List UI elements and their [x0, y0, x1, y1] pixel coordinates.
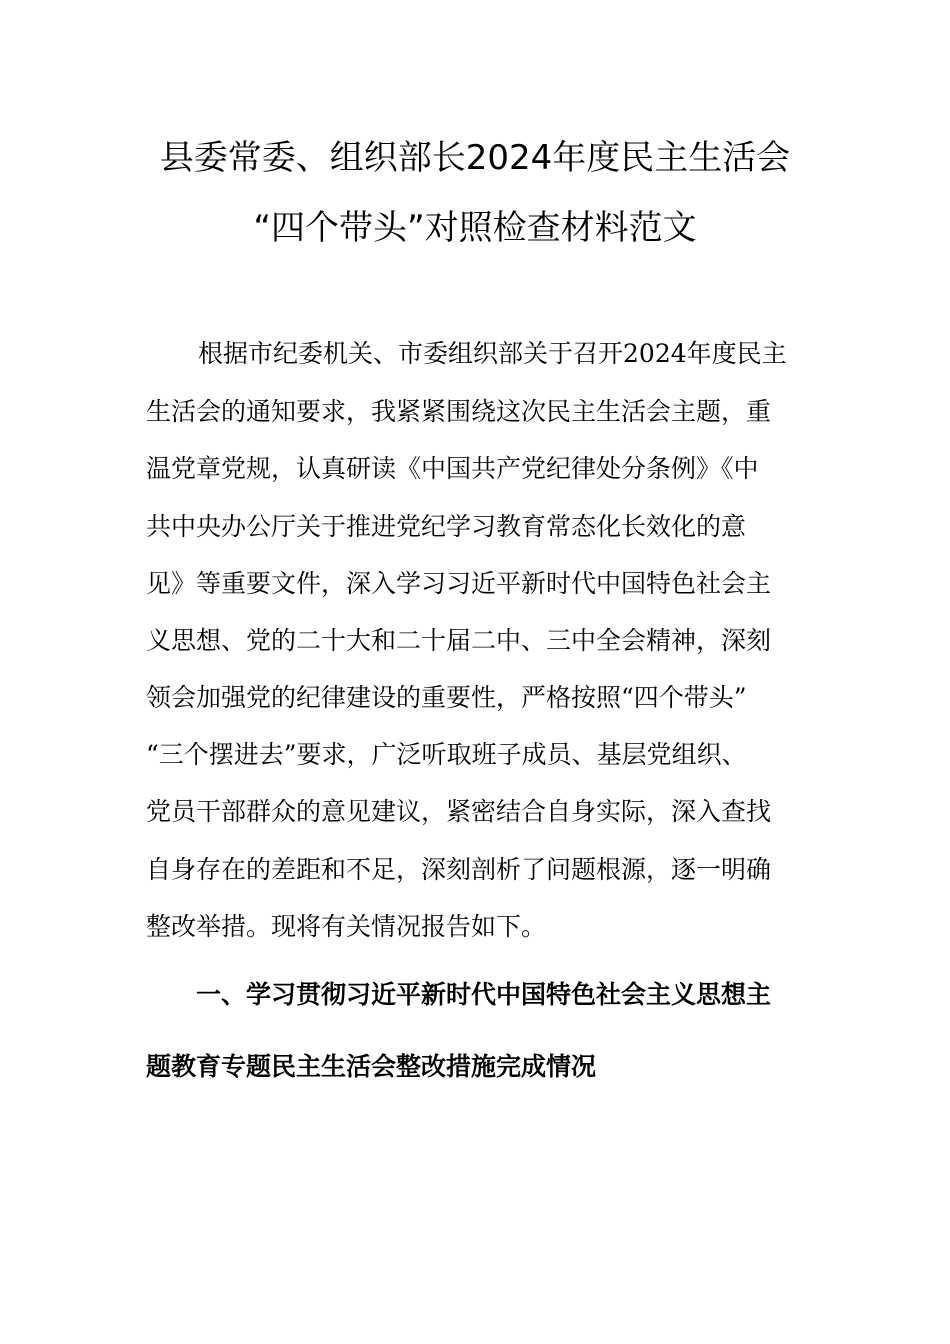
section-heading-line-2: 题教育专题民主生活会整改措施完成情况: [146, 1052, 597, 1081]
paragraph-line-6: 义思想、党的二十大和二十届二中、三中全会精神，深刻: [146, 626, 772, 655]
document-title-line-1: 县委常委、组织部长2024年度民主生活会: [159, 138, 791, 178]
paragraph-line-3: 温党章党规，认真研读《中国共产党纪律处分条例》《中: [146, 454, 759, 483]
paragraph-line-9: 党员干部群众的意见建议，紧密结合自身实际，深入查找: [146, 797, 772, 826]
document-title-line-2: “四个带头”对照检查材料范文: [253, 208, 697, 248]
paragraph-line-5: 见》等重要文件，深入学习习近平新时代中国特色社会主: [146, 569, 772, 598]
paragraph-line-10: 自身存在的差距和不足，深刻剖析了问题根源，逐一明确: [146, 855, 772, 884]
paragraph-line-2: 生活会的通知要求，我紧紧围绕这次民主生活会主题，重: [146, 397, 772, 426]
paragraph-line-1: 根据市纪委机关、市委组织部关于召开2024年度民主: [198, 339, 787, 368]
paragraph-line-11: 整改举措。现将有关情况报告如下。: [146, 912, 547, 941]
paragraph-line-7: 领会加强党的纪律建设的重要性，严格按照“四个带头”: [146, 683, 747, 712]
paragraph-line-8: “三个摆进去”要求，广泛听取班子成员、基层党组织、: [146, 740, 747, 769]
section-heading-line-1: 一、学习贯彻习近平新时代中国特色社会主义思想主: [196, 980, 772, 1009]
paragraph-line-4: 共中央办公厅关于推进党纪学习教育常态化长效化的意: [146, 512, 747, 541]
